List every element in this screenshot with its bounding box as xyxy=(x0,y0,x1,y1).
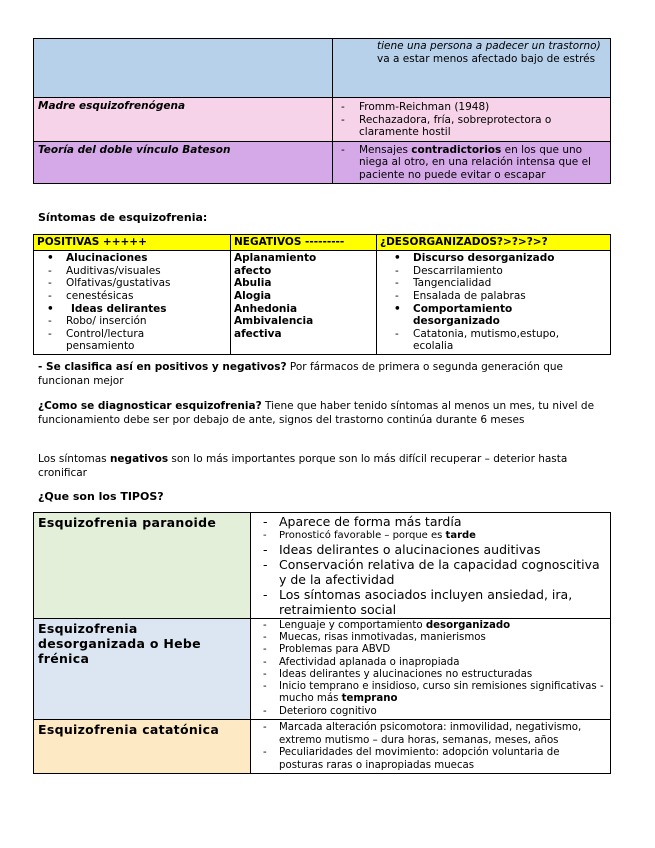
list-item: - Pronosticó favorable – porque es tarde xyxy=(257,529,606,542)
list-item: Ambivalencia afectiva xyxy=(234,315,314,340)
theories-table xyxy=(33,38,611,184)
positive-cell xyxy=(34,251,231,355)
table-row xyxy=(34,141,611,183)
list-item: - Deterioro cognitivo xyxy=(257,706,606,718)
table-row xyxy=(34,98,611,142)
type-description xyxy=(251,719,611,773)
list-item: - Fromm-Reichman (1948) xyxy=(339,101,606,114)
list-item: - Ideas delirantes y alucinaciones no estructuradas xyxy=(257,669,606,681)
table-row xyxy=(34,513,611,619)
list-item: - Olfativas/gustativas xyxy=(44,277,227,290)
list-item: • Ideas delirantes xyxy=(44,303,227,316)
list-item: - Catatonia, mutismo,estupo, ecolalia xyxy=(391,328,583,353)
list-item: - Marcada alteración psicomotora: inmovilidad, negativismo, extremo mutismo – dura horas, semanas, meses, años xyxy=(257,721,606,748)
theory-title: Teoría del doble vínculo Bateson xyxy=(34,141,333,183)
type-title-disorganized: Esquizofrenia desorganizada o Hebe frénica xyxy=(34,619,251,720)
list-item: - Aparece de forma más tardía xyxy=(257,514,606,529)
symptoms-heading: Síntomas de esquizofrenia: xyxy=(38,211,208,224)
table-row xyxy=(34,251,611,355)
list-item: - Lenguaje y comportamiento desorganizado xyxy=(257,620,606,632)
list-item: - Afectividad aplanada o inapropiada xyxy=(257,657,606,669)
theory-description xyxy=(333,141,611,183)
list-item: - Inicio temprano e insidioso, curso sin remisiones significativas - mucho más temprano xyxy=(257,681,606,705)
list-item: Aplanamiento afecto xyxy=(234,252,317,277)
list-item: - Descarrilamiento xyxy=(391,265,607,278)
list-item: - Control/lectura pensamiento xyxy=(44,328,176,353)
type-description xyxy=(251,619,611,720)
disorganized-cell xyxy=(377,251,611,355)
table-row xyxy=(34,39,611,98)
list-item: - Muecas, risas inmotivadas, manierismos xyxy=(257,632,606,644)
type-title-catatonic: Esquizofrenia catatónica xyxy=(34,719,251,773)
theory-description xyxy=(333,39,611,98)
list-item: - Los síntomas asociados incluyen ansiedad, ira, retraimiento social xyxy=(257,587,606,617)
header-negative: NEGATIVOS --------- xyxy=(231,235,377,251)
theory-title: Madre esquizofrenógena xyxy=(34,98,333,142)
catatonic-list xyxy=(257,721,606,772)
list-item: • Discurso desorganizado xyxy=(391,252,607,265)
description-list xyxy=(339,144,606,182)
negative-symptoms-paragraph: Los síntomas negativos son lo más importantes porque son lo más difícil recuperar – deterior hasta cronificar xyxy=(38,453,568,479)
table-header-row xyxy=(34,235,611,251)
symptoms-table xyxy=(33,234,611,355)
header-positive: POSITIVAS +++++ xyxy=(34,235,231,251)
negative-cell xyxy=(231,251,377,355)
paranoid-list xyxy=(257,514,606,617)
list-item: Alogia xyxy=(234,289,272,302)
classification-paragraph: - Se clasifica así en positivos y negativos? Por fármacos de primera o segunda generación que funcionan mejor xyxy=(38,361,564,387)
types-table xyxy=(33,512,611,774)
description-text: va a estar menos afectado bajo de estrés xyxy=(377,52,596,65)
types-heading: ¿Que son los TIPOS? xyxy=(38,490,164,503)
list-item: - Auditivas/visuales xyxy=(44,265,227,278)
disorganized-list xyxy=(391,252,607,353)
theory-cell-empty xyxy=(34,39,333,98)
list-item: Anhedonia xyxy=(234,302,298,315)
list-item: - Conservación relativa de la capacidad cognoscitiva y de la afectividad xyxy=(257,557,606,587)
description-list xyxy=(339,101,606,139)
positive-list xyxy=(44,252,227,353)
list-item: - Peculiaridades del movimiento: adopción voluntaria de posturas raras o inapropiadas muecas xyxy=(257,747,606,771)
diagnosis-paragraph: ¿Como se diagnosticar esquizofrenia? Tiene que haber tenido síntomas al menos un mes, tu nivel de funcionamiento debe ser por debajo de ante, signos del trastorno continúa durante 6 meses xyxy=(38,400,595,426)
list-item: - Problemas para ABVD xyxy=(257,644,606,656)
list-item: - Ensalada de palabras xyxy=(391,290,607,303)
list-item: - Ideas delirantes o alucinaciones auditivas xyxy=(257,542,606,557)
description-italic: tiene una persona a padecer un trastorno) xyxy=(377,40,601,52)
table-row xyxy=(34,719,611,773)
disorganized-type-list xyxy=(257,620,606,718)
theory-description xyxy=(333,98,611,142)
header-disorganized: ¿DESORGANIZADOS?>?>?>? xyxy=(377,235,611,251)
type-description xyxy=(251,513,611,619)
type-title-paranoid: Esquizofrenia paranoide xyxy=(34,513,251,619)
list-item: - Mensajes contradictorios en los que uno niega al otro, en una relación intensa que el paciente no puede evitar o escapar xyxy=(339,144,606,182)
list-item: • Comportamiento desorganizado xyxy=(391,303,533,328)
list-item: Abulia xyxy=(234,277,272,290)
list-item: - Tangencialidad xyxy=(391,277,607,290)
list-item: - cenestésicas xyxy=(44,290,227,303)
table-row xyxy=(34,619,611,720)
list-item: • Alucinaciones xyxy=(44,252,227,265)
list-item: - Rechazadora, fría, sobreprotectora o claramente hostil xyxy=(339,114,606,139)
list-item: - Robo/ inserción xyxy=(44,315,227,328)
